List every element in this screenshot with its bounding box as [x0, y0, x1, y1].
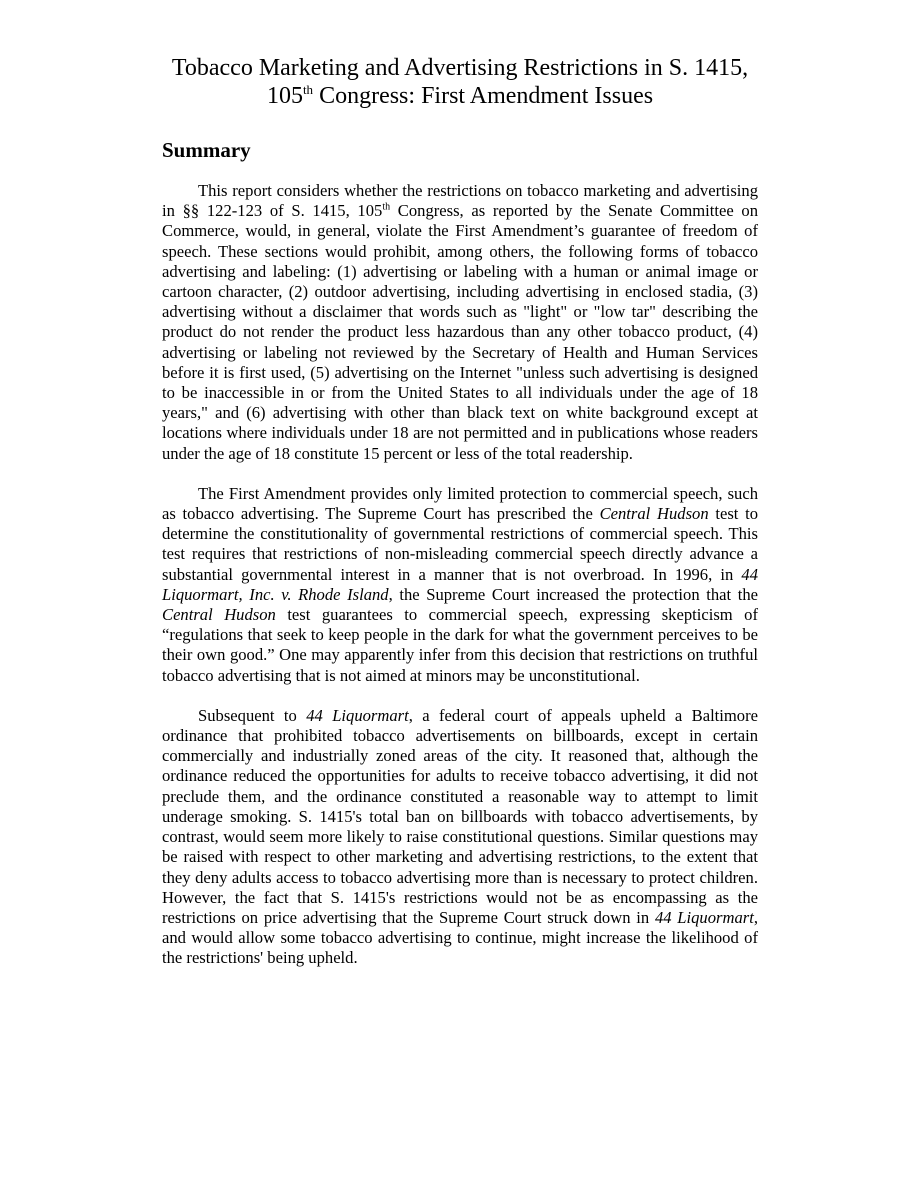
- document-page: [162, 54, 758, 969]
- p3-text-b: , a federal court of appeals upheld a Baltimore ordinance that prohibited tobacco advertisements on billboards, except in certain commercially and industrially zoned areas of the city. It reasoned that, although the ordinance reduced the opportunities for adults to receive tobacco advertising, it did not preclude them, and the ordinance constituted a reasonable way to attempt to limit underage smoking. S. 1415's total ban on billboards with tobacco advertisements, by contrast, would seem more likely to raise constitutional questions. Similar questions may be raised with respect to other marketing and advertising restrictions, to the extent that they deny adults access to tobacco advertising more than is necessary to protect children. However, the fact that S. 1415's restrictions would not be as encompassing as the restrictions on price advertising that the Supreme Court struck down in: [162, 705, 758, 927]
- summary-paragraph-1: [162, 181, 758, 464]
- p2-text-d: test guarantees to commercial speech, expressing skepticism of “regulations that seek to keep people in the dark for what the government perceives to be their own good.” One may apparently infer from this decision that restrictions on truthful tobacco advertising that is not aimed at minors may be unconstitutional.: [162, 605, 759, 685]
- title-line-2-number: 105: [266, 83, 303, 109]
- p3-text-c: , and would allow some tobacco advertising to continue, might increase the likelihood of the restrictions' being upheld.: [162, 907, 758, 968]
- p2-case-name-3: Central Hudson: [162, 605, 276, 625]
- summary-paragraph-2: [162, 484, 758, 686]
- title-line-2-rest: Congress: First Amendment Issues: [313, 83, 654, 109]
- p2-case-name-2: 44 Liquormart, Inc. v. Rhode Island: [162, 564, 758, 604]
- document-title: [162, 54, 758, 110]
- p3-case-name-1: 44 Liquormart: [306, 705, 409, 725]
- p2-case-name-1: Central Hudson: [599, 504, 709, 524]
- summary-paragraph-3: [162, 706, 758, 969]
- title-line-2-superscript: th: [302, 82, 314, 97]
- title-line-1: Tobacco Marketing and Advertising Restrictions in S. 1415,: [171, 55, 749, 81]
- p2-text-a: The First Amendment provides only limited protection to commercial speech, such as tobacco advertising. The Supreme Court has prescribed the: [162, 483, 758, 524]
- p3-case-name-2: 44 Liquormart: [654, 907, 754, 927]
- p1-text-b: Congress, as reported by the Senate Committee on Commerce, would, in general, violate the First Amendment’s guarantee of freedom of speech. These sections would prohibit, among others, the following forms of tobacco advertising and labeling: (1) advertising or labeling with a human or animal image or cartoon character, (2) outdoor advertising, including advertising in enclosed stadia, (3) advertising without a disclaimer that words such as "light" or "low tar" describing the product do not render the product less hazardous than any other tobacco product, (4) advertising or labeling not reviewed by the Secretary of Health and Human Services before it is first used, (5) advertising on the Internet "unless such advertising is designed to be inaccessible in or from the United States to all individuals under the age of 18 years," and (6) advertising with other than black text on white background except at locations where individuals under 18 are not permitted and in publications whose readers under the age of 18 constitute 15 percent or less of the total readership.: [162, 201, 759, 463]
- p1-text-a: This report considers whether the restrictions on tobacco marketing and advertising in §§ 122-123 of S. 1415, 105: [162, 181, 758, 221]
- p2-text-c: , the Supreme Court increased the protection that the: [388, 584, 758, 604]
- p2-text-b: test to determine the constitutionality of governmental restrictions of commercial speech. This test requires that restrictions of non-misleading commercial speech directly advance a substantial governmental interest in a manner that is not overbroad. In 1996, in: [162, 504, 759, 584]
- p1-superscript: th: [382, 201, 391, 213]
- summary-heading: Summary: [162, 138, 251, 162]
- p3-text-a: Subsequent to: [198, 705, 307, 725]
